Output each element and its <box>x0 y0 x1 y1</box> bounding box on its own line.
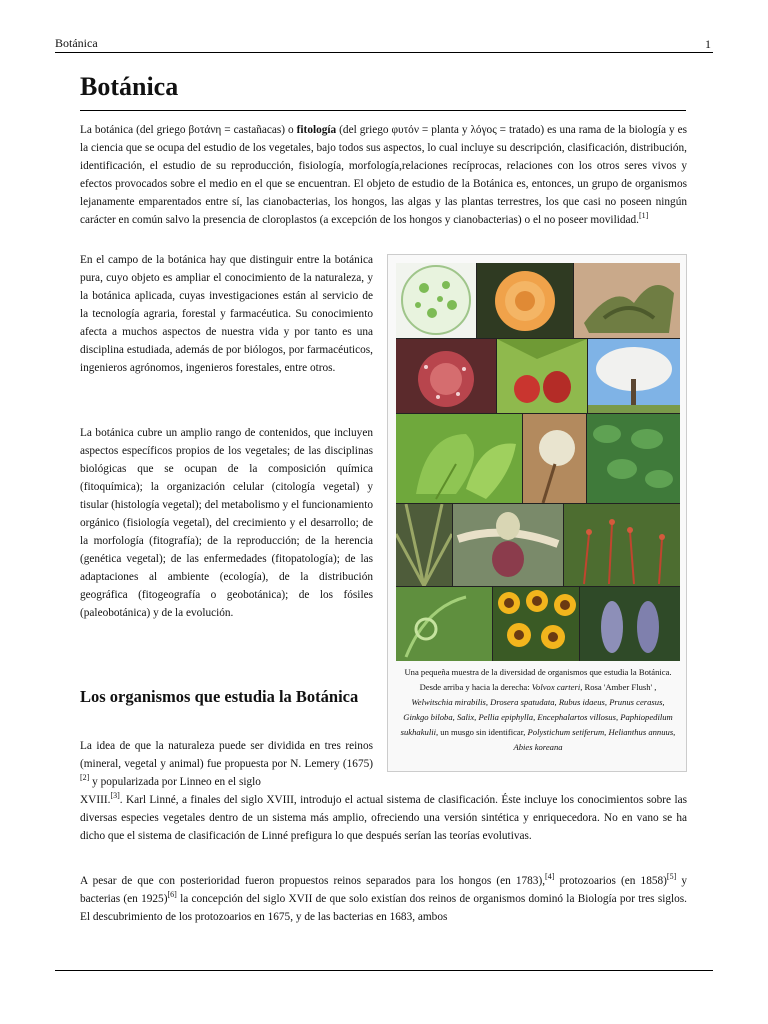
encephalartos-photo <box>396 504 452 586</box>
salix-photo <box>523 414 586 503</box>
welwitschia-photo <box>574 263 680 338</box>
reference-link[interactable]: [4] <box>545 872 555 881</box>
greek-term: φυτόν <box>391 124 419 136</box>
bold-term: fitología <box>296 124 337 136</box>
rose-photo <box>477 263 573 338</box>
intro-paragraph: La botánica (del griego βοτάνη = castañacas) o fitología (del griego φυτόν = planta y λόγος = tratado) es una rama de la biología y es la ciencia que se ocupa del estudio de los vegetales, bajo todos sus aspectos, lo cual incluye su descripción, clasificación, distribución, identificación, el estudio de su reproducción, fisiología, morfología,relaciones recíprocas, relaciones con los otros seres vivos y efectos provocados sobre el medio en el que se encuentran. El objeto de estudio de la Botánica es, entonces, un grupo de organismos lejanamente emparentados entre sí, las cianobacterias, los hongos, las algas y las plantas terrestres, los que casi no poseen ningún carácter en común salvo la presencia de cloroplastos (a excepción de los hongos y cianobacterias) o el no poseer movilidad.[1] <box>80 124 688 226</box>
ginkgo-photo <box>396 414 522 503</box>
section-heading: Los organismos que estudia la Botánica <box>80 687 359 706</box>
running-header <box>55 34 713 53</box>
photo-mosaic[interactable] <box>396 263 680 661</box>
pellia-photo <box>587 414 680 503</box>
drosera-photo <box>396 339 496 413</box>
cherry-tree-photo <box>588 339 680 413</box>
volvox-photo <box>396 263 476 338</box>
paragraph-disciplines: La botánica cubre un amplio rango de contenidos, que incluyen aspectos específicos propios de los vegetales; de las disciplinas biológicas que se ocupan de la composición química (fitoquímica); la organización celular (citología vegetal) y tisular (histología vegetal); del metabolismo y el funcionamiento orgánico (fisiología vegetal), del crecimiento y el desarrollo; de la morfología (fitografía); de la reproducción; de la herencia (genética vegetal); de las enfermedades (fitopatología); de las adaptaciones al ambiente (ecología), de la distribución geográfica (fitogeografía o geobotánica); de los fósiles (paleobotánica) y de la evolución. <box>80 427 373 619</box>
reference-link[interactable]: [2] <box>80 773 90 782</box>
reference-link[interactable]: [3] <box>110 791 120 800</box>
page-title: Botánica <box>80 72 179 101</box>
reference-link[interactable]: [6] <box>167 890 177 899</box>
figure-caption: Una pequeña muestra de la diversidad de organismos que estudia la Botánica. Desde arriba y hacia la derecha: Volvox carteri, Rosa 'Amber Flush' , Welwitschia mirabilis, Drosera spatudata, Rubus idaeus, Prunus cerasus, Ginkgo biloba, Salix, Pellia epiphylla, Encephalartos villosus, Paphiopedilum sukhakulii, un musgo sin identificar, Polystichum setiferum, Helianthus annuus, Abies koreana <box>400 667 676 752</box>
sunflower-photo <box>493 587 579 661</box>
page-number: 1 <box>705 37 711 51</box>
raspberry-photo <box>497 339 587 413</box>
footer-rule <box>55 970 713 971</box>
paragraph-later-kingdoms: A pesar de que con posterioridad fueron propuestos reinos separados para los hongos (en 1783),[4] protozoarios (en 1858)[5] y bacterias (en 1925)[6] la concepción del siglo XVII de que solo existían dos reinos de organismos dominó la Biología por tres siglos. El descubrimiento de los protozoarios en 1675, y de las bacterias en 1683, ambos <box>80 872 688 923</box>
reference-link[interactable]: [1] <box>639 211 649 220</box>
paragraph-kingdoms-a: La idea de que la naturaleza puede ser dividida en tres reinos (mineral, vegetal y animal) fue propuesta por N. Lemery (1675)[2] y popularizada por Linneo en el siglo <box>80 740 373 788</box>
moss-photo <box>564 504 680 586</box>
greek-term: βοτάνη <box>188 124 222 136</box>
greek-term: λόγος <box>470 124 497 136</box>
paphiopedilum-photo <box>453 504 563 586</box>
figure-plant-diversity <box>387 254 687 772</box>
paragraph-kingdoms-b: XVIII.[3]. Karl Linné, a finales del siglo XVIII, introdujo el actual sistema de clasificación. Éste incluye los conocimientos sobre las diversas especies vegetales dentro de un sistema más amplio, ofreciendo una versión sintética y enriquecedora. No en vano se ha dicho que el sistema de clasificación de Linné prefigura lo que después serían las teorías evolutivas. <box>80 791 687 842</box>
abies-photo <box>580 587 680 661</box>
title-rule <box>80 110 686 111</box>
running-title: Botánica <box>55 36 98 50</box>
paragraph-applied-botany: En el campo de la botánica hay que distinguir entre la botánica pura, cuyo objeto es ampliar el conocimiento de la naturaleza, y la botánica aplicada, cuyas investigaciones están al servicio de la tecnología agraria, forestal y farmacéutica. Su conocimiento afecta a muchos aspectos de nuestra vida y por tanto es una disciplina estudiada, además de por biólogos, por farmacéuticos, ingenieros agrónomos, ingenieros forestales, entre otros. <box>80 254 373 374</box>
fern-photo <box>396 587 492 661</box>
reference-link[interactable]: [5] <box>666 872 677 881</box>
